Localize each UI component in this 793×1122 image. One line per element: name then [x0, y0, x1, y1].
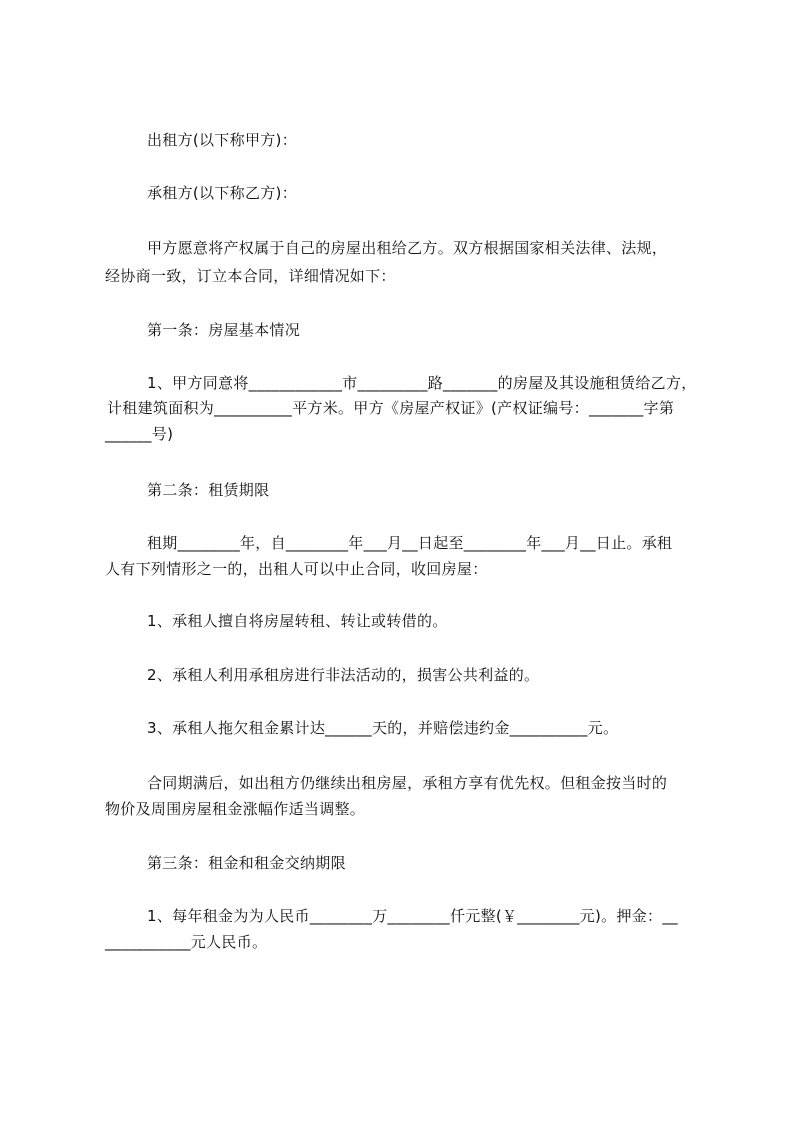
- article-2-item-1: 1、承租人擅自将房屋转租、转让或转借的。: [147, 612, 448, 630]
- article-1-clause-line-3: ______号): [105, 425, 174, 443]
- renewal-paragraph-line-1: 合同期满后，如出租方仍继续出租房屋，承租方享有优先权。但租金按当时的: [147, 774, 668, 792]
- lessee-line: 承租方(以下称乙方)：: [147, 184, 298, 202]
- article-1-clause-line-1: 1、甲方同意将____________市_________路_______的房屋及其设施租赁给乙方，: [147, 374, 697, 392]
- intro-paragraph-line-1: 甲方愿意将产权属于自己的房屋出租给乙方。双方根据国家相关法律、法规，: [147, 239, 668, 257]
- article-2-term-line-1: 租期________年，自________年___月__日起至________年___月__日止。承租: [147, 534, 673, 552]
- lessor-line: 出租方(以下称甲方)：: [147, 131, 298, 149]
- article-3-heading: 第三条：租金和租金交纳期限: [147, 854, 346, 872]
- article-3-rent-line-1: 1、每年租金为为人民币________万________仟元整(￥________元)。押金：__: [147, 907, 678, 925]
- article-3-rent-line-2: ___________元人民币。: [105, 933, 268, 951]
- article-2-term-line-2: 人有下列情形之一的，出租人可以中止合同，收回房屋：: [105, 560, 488, 578]
- intro-paragraph-line-2: 经协商一致，订立本合同，详细情况如下：: [105, 267, 396, 285]
- article-2-item-3: 3、承租人拖欠租金累计达______天的，并赔偿违约金__________元。: [147, 719, 619, 737]
- article-2-item-2: 2、承租人利用承租房进行非法活动的，损害公共利益的。: [147, 666, 540, 684]
- article-1-heading: 第一条：房屋基本情况: [147, 321, 301, 339]
- article-1-clause-line-2: 计租建筑面积为__________平方米。甲方《房屋产权证》(产权证编号：_______字第: [107, 399, 675, 417]
- renewal-paragraph-line-2: 物价及周围房屋租金涨幅作适当调整。: [105, 800, 366, 818]
- article-2-heading: 第二条：租赁期限: [147, 481, 270, 499]
